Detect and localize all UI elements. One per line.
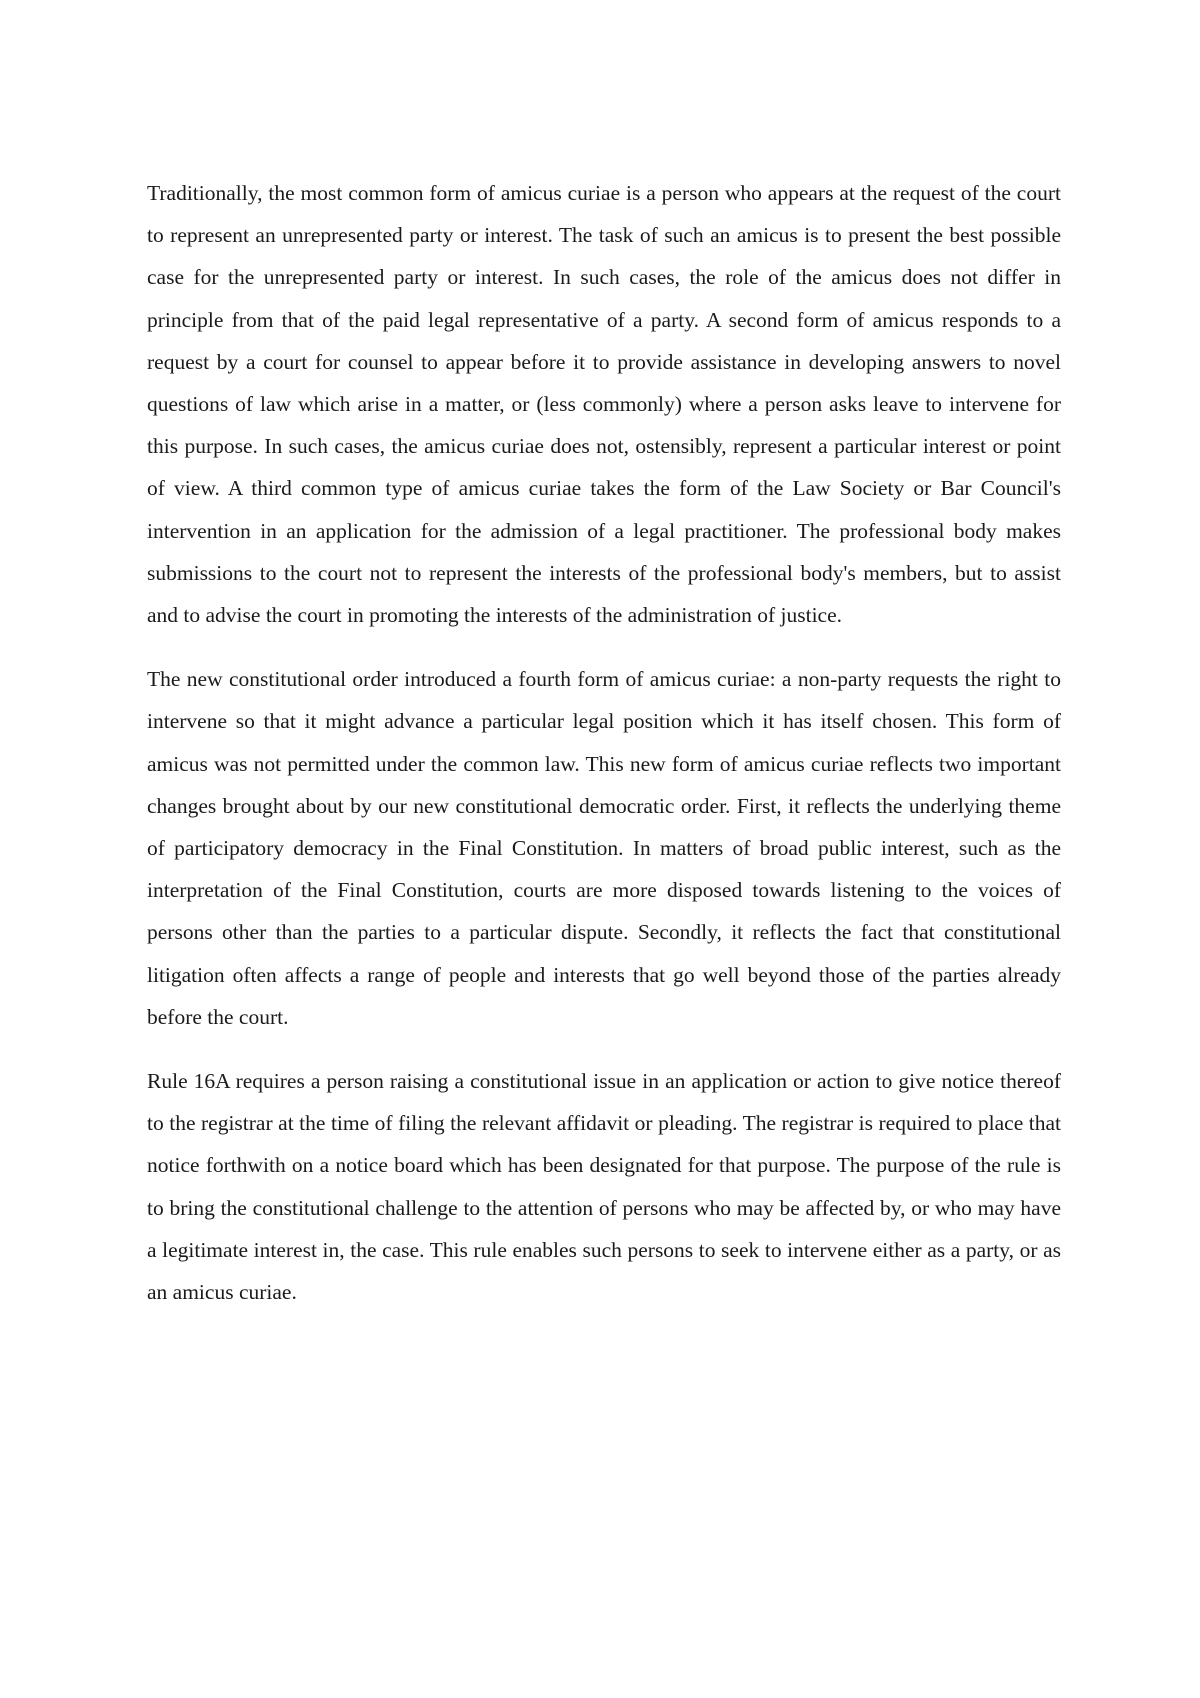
paragraph-fourth-form: The new constitutional order introduced a fourth form of amicus curiae: a non-party requests the right to intervene so that it might advance a particular legal position which it has itself chosen. This form of amicus was not permitted under the common law. This new form of amicus curiae reflects two important changes brought about by our new constitutional democratic order. First, it reflects the underlying theme of participatory democracy in the Final Constitution. In matters of broad public interest, such as the interpretation of the Final Constitution, courts are more disposed towards listening to the voices of persons other than the parties to a particular dispute. Secondly, it reflects the fact that constitutional litigation often affects a range of people and interests that go well beyond those of the parties already before the court. — [147, 667, 1061, 1029]
body-text — [147, 172, 1061, 1335]
paragraph-amicus-forms: Traditionally, the most common form of amicus curiae is a person who appears at the request of the court to represent an unrepresented party or interest. The task of such an amicus is to present the best possible case for the unrepresented party or interest. In such cases, the role of the amicus does not differ in principle from that of the paid legal representative of a party. A second form of amicus responds to a request by a court for counsel to appear before it to provide assistance in developing answers to novel questions of law which arise in a matter, or (less commonly) where a person asks leave to intervene for this purpose. In such cases, the amicus curiae does not, ostensibly, represent a particular interest or point of view. A third common type of amicus curiae takes the form of the Law Society or Bar Council's intervention in an application for the admission of a legal practitioner. The professional body makes submissions to the court not to represent the interests of the professional body's members, but to assist and to advise the court in promoting the interests of the administration of justice. — [147, 181, 1061, 628]
paragraph-rule-16a: Rule 16A requires a person raising a constitutional issue in an application or action to give notice thereof to the registrar at the time of filing the relevant affidavit or pleading. The registrar is required to place that notice forthwith on a notice board which has been designated for that purpose. The purpose of the rule is to bring the constitutional challenge to the attention of persons who may be affected by, or who may have a legitimate interest in, the case. This rule enables such persons to seek to intervene either as a party, or as an amicus curiae. — [147, 1069, 1061, 1305]
